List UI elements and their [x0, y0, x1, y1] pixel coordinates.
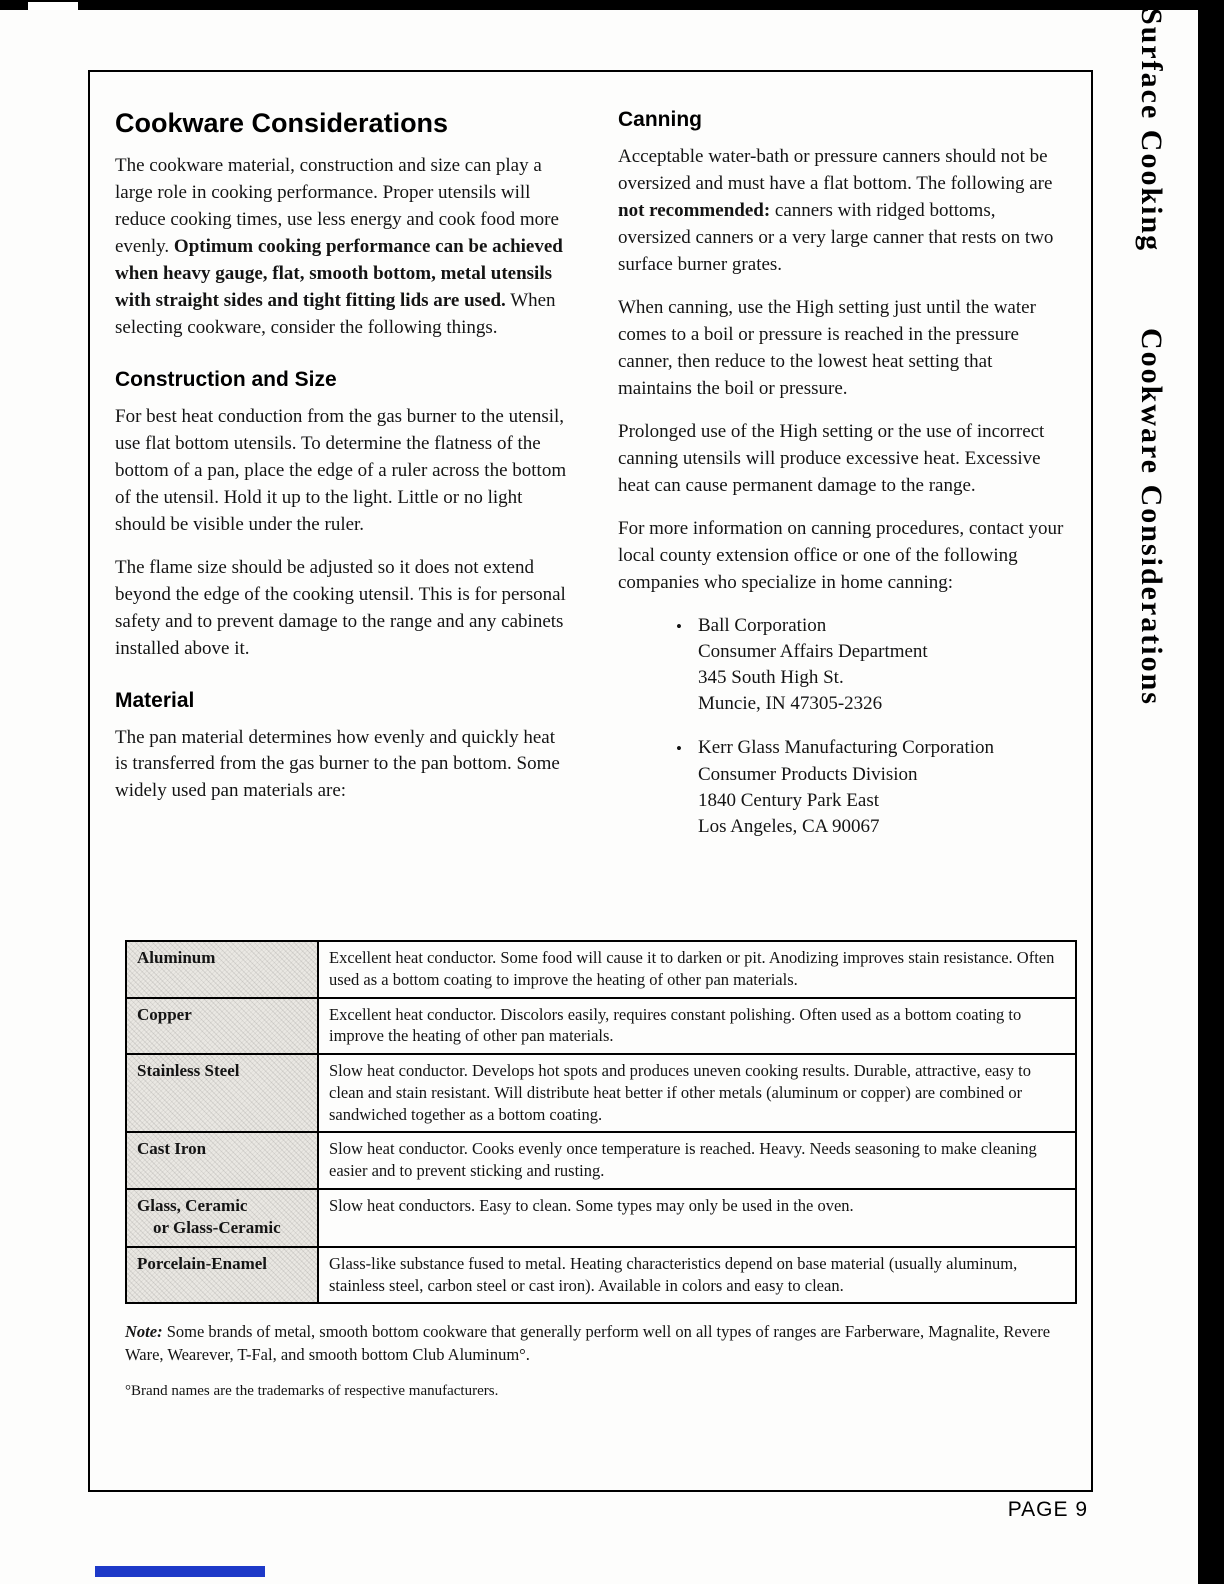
canning-text-a: Acceptable water-bath or pressure canners should not be oversized and must have a flat bottom. The following are	[618, 146, 1053, 194]
sidebar-tab-cookware-considerations: Cookware Considerations	[1135, 328, 1168, 706]
bullet-icon: •	[676, 739, 682, 759]
address-line: Ball Corporation	[698, 614, 827, 636]
intro-text-a: The cookware material, construction and size can play a large role in cooking performance. Proper utensils will reduce cooking times, use less energy and cook food more evenly.	[115, 155, 559, 257]
note-paragraph	[125, 1320, 1077, 1366]
address-line: Consumer Products Division	[698, 763, 918, 785]
address-block	[698, 613, 928, 718]
intro-text-bold: Optimum cooking performance can be achieved when heavy gauge, flat, smooth bottom, metal utensils with straight sides and tight fitting lids are used.	[115, 235, 563, 311]
right-column	[618, 108, 1066, 858]
material-heading: Material	[115, 688, 195, 712]
intro-paragraph	[115, 153, 567, 342]
address-line: 1840 Century Park East	[698, 789, 880, 811]
page-title: Cookware Considerations	[115, 108, 449, 138]
table-row	[126, 1189, 1076, 1247]
address-line: Consumer Affairs Department	[698, 640, 928, 662]
material-name-cell: Cast Iron	[126, 1132, 318, 1189]
construction-heading: Construction and Size	[115, 367, 337, 391]
material-description-cell: Excellent heat conductor. Discolors easily, requires constant polishing. Often used as a bottom coating to improve the heating of other pan materials.	[318, 998, 1076, 1055]
canning-heading: Canning	[618, 108, 702, 131]
page-number: PAGE 9	[1007, 1498, 1088, 1521]
address-line: Kerr Glass Manufacturing Corporation	[698, 737, 995, 759]
material-name-cell: Copper	[126, 998, 318, 1055]
material-description-cell: Glass-like substance fused to metal. Heating characteristics depend on base material (usually aluminum, stainless steel, carbon steel or cast iron). Available in colors and easy to clean.	[318, 1247, 1076, 1304]
material-name-cell: Stainless Steel	[126, 1054, 318, 1132]
table-row	[126, 998, 1076, 1055]
address-line: 345 South High St.	[698, 666, 844, 688]
material-name-cell: Porcelain-Enamel	[126, 1247, 318, 1304]
canning-paragraph-4: For more information on canning procedures, contact your local county extension office or one of the following companies who specialize in home canning:	[618, 517, 1064, 593]
list-item	[676, 735, 1066, 840]
material-description-cell: Slow heat conductor. Cooks evenly once temperature is reached. Heavy. Needs seasoning to make cleaning easier and to prevent sticking and rusting.	[318, 1132, 1076, 1189]
address-line: Los Angeles, CA 90067	[698, 816, 880, 838]
address-block	[698, 735, 994, 840]
table-row	[126, 1247, 1076, 1304]
canning-paragraph-2: When canning, use the High setting just until the water comes to a boil or pressure is reached in the pressure canner, then reduce to the lowest heat setting that maintains the boil or pressure.	[618, 296, 1036, 399]
construction-paragraph-2: The flame size should be adjusted so it does not extend beyond the edge of the cooking utensil. This is for personal safety and to prevent damage to the range and any cabinets installed above it.	[115, 556, 566, 659]
table-row	[126, 941, 1076, 998]
material-name-cell	[126, 1189, 318, 1247]
note-label: Note:	[125, 1322, 163, 1342]
material-name-cell: Aluminum	[126, 941, 318, 998]
canning-paragraph-1	[618, 144, 1066, 279]
content-frame	[88, 70, 1093, 1492]
table-row	[126, 1054, 1076, 1132]
cookware-materials-section	[125, 940, 1077, 1415]
material-name-line2: or Glass-Ceramic	[153, 1218, 281, 1238]
material-name-line1: Glass, Ceramic	[137, 1195, 248, 1215]
top-scan-bar	[0, 0, 1224, 10]
list-item	[676, 613, 1066, 718]
cookware-materials-table	[125, 940, 1077, 1304]
canning-text-c: canners with ridged bottoms, oversized canners or a very large canner that rests on two surface burner grates.	[618, 199, 1054, 275]
material-paragraph: The pan material determines how evenly and quickly heat is transferred from the gas burner to the pan bottom. Some widely used pan materials are:	[115, 726, 560, 802]
right-edge-bar	[1198, 0, 1224, 1584]
canning-paragraph-3: Prolonged use of the High setting or the use of incorrect canning utensils will produce excessive heat. Excessive heat can cause permanent damage to the range.	[618, 420, 1045, 496]
scan-artifact-bar	[95, 1566, 265, 1577]
material-description-cell: Slow heat conductors. Easy to clean. Some types may only be used in the oven.	[318, 1189, 1076, 1247]
sidebar-tab-surface-cooking: Surface Cooking	[1135, 8, 1168, 253]
note-text: Some brands of metal, smooth bottom cookware that generally perform well on all types of ranges are Farberware, Magnalite, Revere Ware, Wearever, T-Fal, and smooth bottom Club Aluminum°.	[125, 1322, 1051, 1365]
table-row	[126, 1132, 1076, 1189]
trademark-footnote: °Brand names are the trademarks of respective manufacturers.	[125, 1382, 499, 1399]
construction-paragraph-1: For best heat conduction from the gas burner to the utensil, use flat bottom utensils. To determine the flatness of the bottom of a pan, place the edge of a ruler across the bottom of the utensil. Hold it up to the light. Little or no light should be visible under the ruler.	[115, 405, 567, 535]
address-line: Muncie, IN 47305-2326	[698, 693, 883, 715]
canning-text-bold: not recommended:	[618, 199, 771, 221]
intro-text-c: When selecting cookware, consider the following things.	[115, 289, 556, 338]
bullet-icon: •	[676, 616, 682, 636]
material-description-cell: Excellent heat conductor. Some food will cause it to darken or pit. Anodizing improves stain resistance. Often used as a bottom coating to improve the heating of other pan materials.	[318, 941, 1076, 998]
scan-notch	[28, 2, 78, 10]
left-column	[115, 108, 567, 821]
material-description-cell: Slow heat conductor. Develops hot spots and produces uneven cooking results. Durable, attractive, easy to clean and stain resistant. Will distribute heat better if other metals (aluminum or copper) are combined or sandwiched together as a bottom coating.	[318, 1054, 1076, 1132]
